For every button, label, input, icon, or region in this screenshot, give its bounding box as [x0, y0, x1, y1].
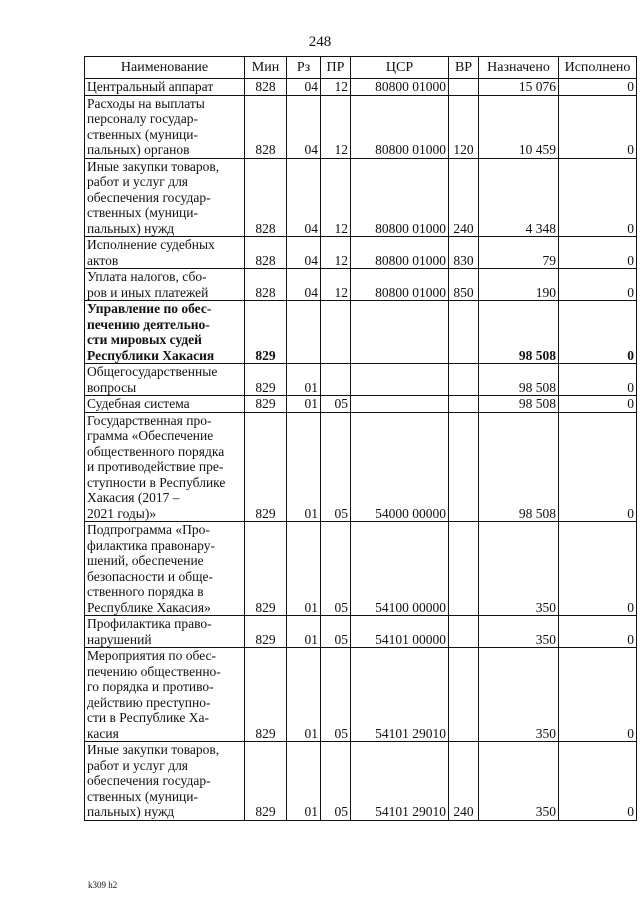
cell-assigned: 10 459 — [479, 95, 559, 158]
cell-pr: 05 — [321, 522, 351, 616]
cell-rz: 01 — [287, 412, 321, 522]
cell-min: 828 — [245, 158, 287, 237]
cell-min: 829 — [245, 364, 287, 396]
header-assigned: Назначено — [479, 57, 559, 79]
cell-csr — [351, 396, 449, 413]
cell-csr: 80800 01000 — [351, 269, 449, 301]
cell-vr: 850 — [449, 269, 479, 301]
cell-pr: 12 — [321, 79, 351, 96]
cell-rz: 01 — [287, 742, 321, 821]
cell-executed: 0 — [559, 301, 637, 364]
cell-vr — [449, 412, 479, 522]
cell-csr: 80800 01000 — [351, 79, 449, 96]
cell-executed: 0 — [559, 364, 637, 396]
cell-executed: 0 — [559, 616, 637, 648]
cell-name: Судебная система — [85, 396, 245, 413]
table-row — [85, 412, 637, 522]
cell-vr: 830 — [449, 237, 479, 269]
header-vr: ВР — [449, 57, 479, 79]
table-row — [85, 616, 637, 648]
cell-name: Профилактика право- нарушений — [85, 616, 245, 648]
cell-assigned: 79 — [479, 237, 559, 269]
table-row — [85, 364, 637, 396]
cell-assigned: 350 — [479, 616, 559, 648]
cell-csr: 54101 00000 — [351, 616, 449, 648]
cell-rz: 01 — [287, 648, 321, 742]
cell-min: 828 — [245, 95, 287, 158]
cell-csr: 54101 29010 — [351, 742, 449, 821]
header-rz: Рз — [287, 57, 321, 79]
cell-min: 828 — [245, 237, 287, 269]
cell-csr — [351, 364, 449, 396]
cell-rz: 01 — [287, 522, 321, 616]
cell-csr: 54000 00000 — [351, 412, 449, 522]
cell-pr: 05 — [321, 616, 351, 648]
cell-assigned: 4 348 — [479, 158, 559, 237]
cell-pr: 12 — [321, 95, 351, 158]
cell-rz: 04 — [287, 158, 321, 237]
cell-executed: 0 — [559, 396, 637, 413]
cell-name: Иные закупки товаров, работ и услуг для обеспечения государ- ственных (муници- пальных) нужд — [85, 742, 245, 821]
cell-name: Расходы на выплаты персоналу государ- ственных (муници- пальных) органов — [85, 95, 245, 158]
cell-vr — [449, 616, 479, 648]
cell-vr — [449, 79, 479, 96]
table-row — [85, 396, 637, 413]
cell-min: 829 — [245, 742, 287, 821]
cell-vr — [449, 522, 479, 616]
table-row — [85, 522, 637, 616]
cell-executed: 0 — [559, 412, 637, 522]
cell-name: Иные закупки товаров, работ и услуг для обеспечения государ- ственных (муници- пальных) нужд — [85, 158, 245, 237]
cell-min: 829 — [245, 301, 287, 364]
cell-executed: 0 — [559, 95, 637, 158]
cell-name: Общегосударственные вопросы — [85, 364, 245, 396]
cell-assigned: 190 — [479, 269, 559, 301]
table-row — [85, 158, 637, 237]
cell-executed: 0 — [559, 269, 637, 301]
cell-pr: 12 — [321, 237, 351, 269]
table-body — [85, 79, 637, 821]
cell-pr: 05 — [321, 412, 351, 522]
cell-executed: 0 — [559, 522, 637, 616]
cell-csr — [351, 301, 449, 364]
footer-code: k309 h2 — [88, 880, 118, 890]
cell-executed: 0 — [559, 742, 637, 821]
cell-rz: 04 — [287, 79, 321, 96]
header-row — [85, 57, 637, 79]
cell-csr: 80800 01000 — [351, 237, 449, 269]
cell-csr: 80800 01000 — [351, 95, 449, 158]
cell-assigned: 15 076 — [479, 79, 559, 96]
page-number: 248 — [308, 34, 332, 50]
cell-assigned: 350 — [479, 522, 559, 616]
cell-name: Подпрограмма «Про- филактика правонару- шений, обеспечение безопасности и обще- ственного порядка в Республике Хакасия» — [85, 522, 245, 616]
cell-pr — [321, 364, 351, 396]
cell-vr: 240 — [449, 158, 479, 237]
table-row — [85, 79, 637, 96]
cell-executed: 0 — [559, 158, 637, 237]
table-row — [85, 742, 637, 821]
header-min: Мин — [245, 57, 287, 79]
cell-rz: 01 — [287, 364, 321, 396]
cell-vr — [449, 648, 479, 742]
cell-min: 829 — [245, 396, 287, 413]
cell-name: Управление по обес- печению деятельно- сти мировых судей Республики Хакасия — [85, 301, 245, 364]
cell-csr: 80800 01000 — [351, 158, 449, 237]
cell-min: 829 — [245, 412, 287, 522]
cell-csr: 54100 00000 — [351, 522, 449, 616]
cell-pr: 12 — [321, 269, 351, 301]
cell-name: Уплата налогов, сбо- ров и иных платежей — [85, 269, 245, 301]
cell-executed: 0 — [559, 237, 637, 269]
cell-vr: 120 — [449, 95, 479, 158]
cell-assigned: 98 508 — [479, 364, 559, 396]
cell-csr: 54101 29010 — [351, 648, 449, 742]
cell-vr — [449, 396, 479, 413]
cell-assigned: 350 — [479, 648, 559, 742]
cell-name: Государственная про- грамма «Обеспечение общественного порядка и противодействие пре- ступности в Республике Хакасия (2017 – 2021 годы)» — [85, 412, 245, 522]
table-row — [85, 237, 637, 269]
cell-rz: 01 — [287, 616, 321, 648]
cell-rz: 04 — [287, 269, 321, 301]
cell-name: Мероприятия по обес- печению общественно- го порядка и противо- действию преступно- сти в Республике Ха- касия — [85, 648, 245, 742]
cell-min: 829 — [245, 648, 287, 742]
header-executed: Исполнено — [559, 57, 637, 79]
cell-min: 829 — [245, 522, 287, 616]
cell-assigned: 350 — [479, 742, 559, 821]
cell-pr — [321, 301, 351, 364]
cell-name: Центральный аппарат — [85, 79, 245, 96]
cell-executed: 0 — [559, 79, 637, 96]
table-row — [85, 269, 637, 301]
cell-name: Исполнение судебных актов — [85, 237, 245, 269]
header-name: Наименование — [85, 57, 245, 79]
cell-assigned: 98 508 — [479, 412, 559, 522]
cell-rz: 04 — [287, 237, 321, 269]
cell-min: 828 — [245, 79, 287, 96]
table-row — [85, 648, 637, 742]
cell-rz: 01 — [287, 396, 321, 413]
cell-rz: 04 — [287, 95, 321, 158]
header-pr: ПР — [321, 57, 351, 79]
table-row — [85, 95, 637, 158]
cell-vr — [449, 364, 479, 396]
cell-pr: 05 — [321, 742, 351, 821]
cell-vr — [449, 301, 479, 364]
cell-pr: 05 — [321, 396, 351, 413]
header-csr: ЦСР — [351, 57, 449, 79]
cell-assigned: 98 508 — [479, 301, 559, 364]
cell-assigned: 98 508 — [479, 396, 559, 413]
budget-table — [84, 56, 637, 821]
table-row — [85, 301, 637, 364]
cell-rz — [287, 301, 321, 364]
cell-vr: 240 — [449, 742, 479, 821]
cell-executed: 0 — [559, 648, 637, 742]
cell-pr: 12 — [321, 158, 351, 237]
cell-min: 828 — [245, 269, 287, 301]
cell-min: 829 — [245, 616, 287, 648]
cell-pr: 05 — [321, 648, 351, 742]
